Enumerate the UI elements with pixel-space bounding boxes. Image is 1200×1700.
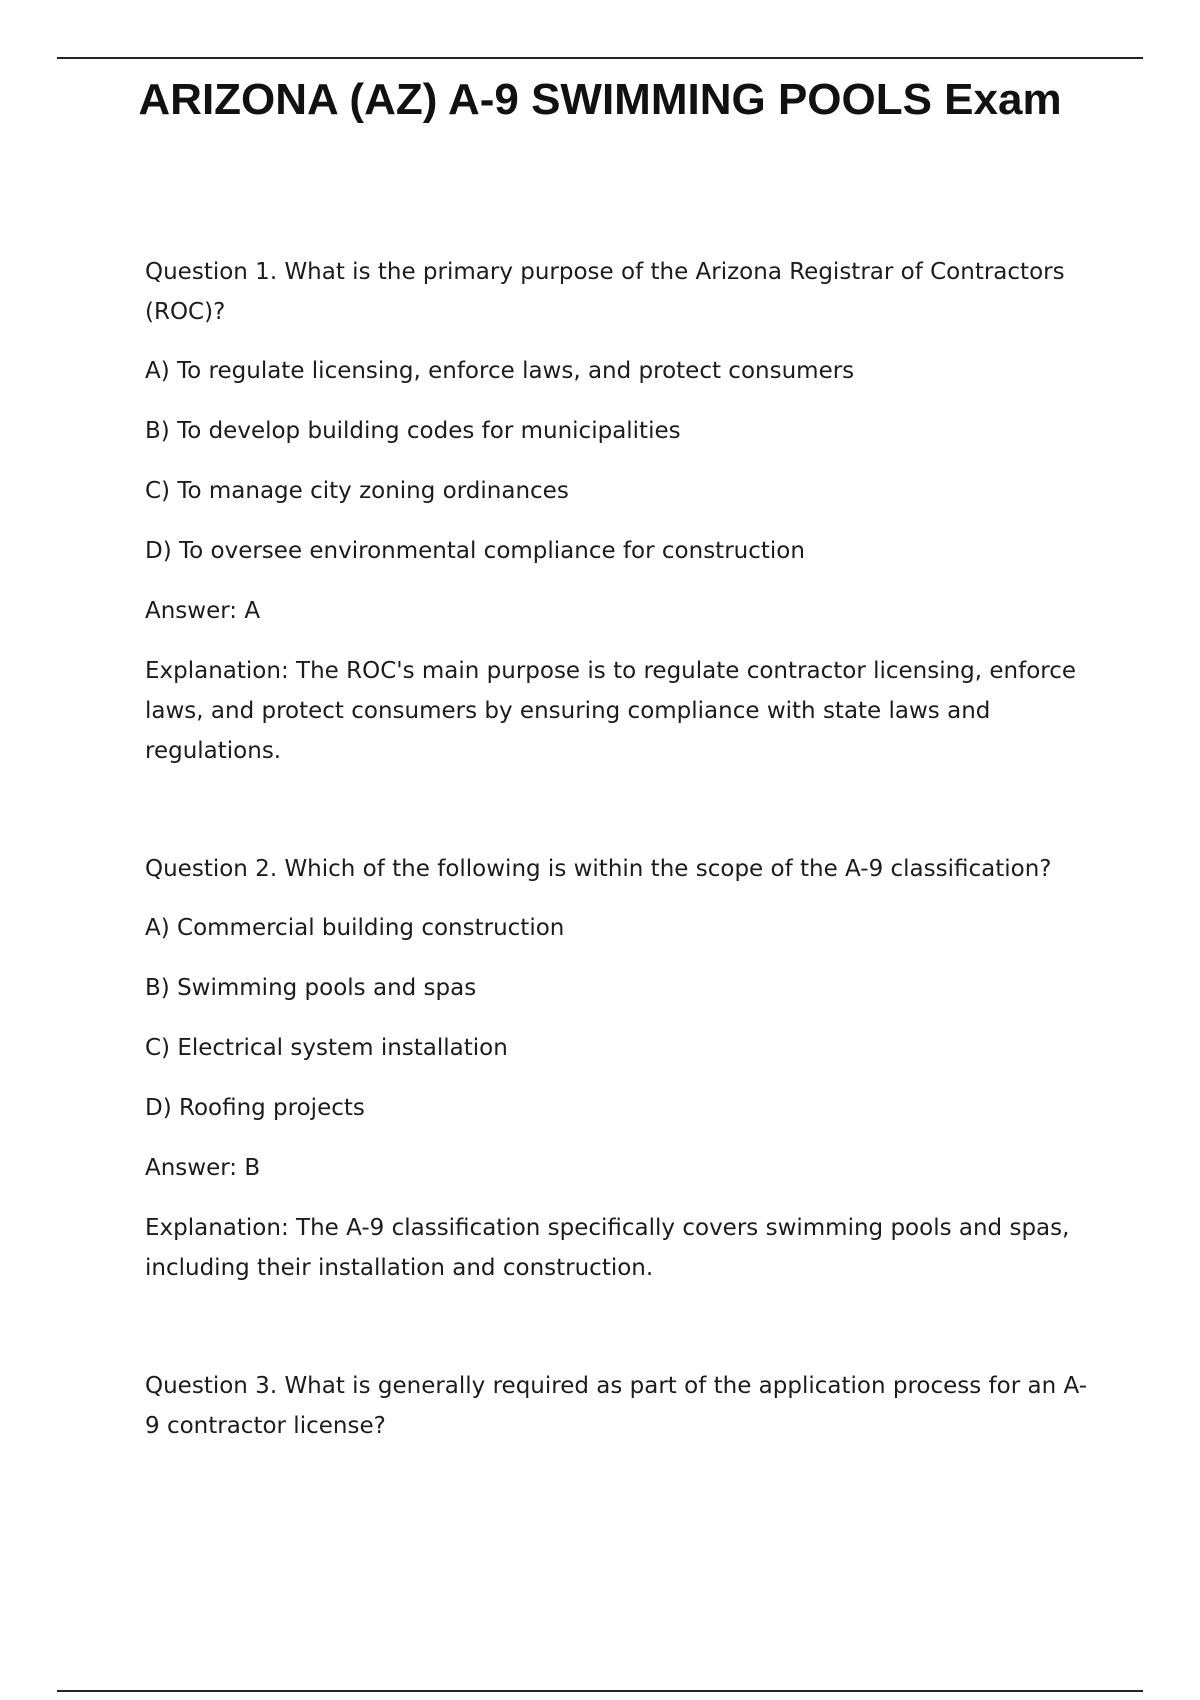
question-text: Question 2. Which of the following is within the scope of the A-9 classification? <box>145 856 1052 882</box>
answer-option-d: D) Roofing projects <box>145 1095 365 1121</box>
answer-option-a: A) Commercial building construction <box>145 915 565 941</box>
document-body <box>145 252 1090 1465</box>
answer-option-a: A) To regulate licensing, enforce laws, and protect consumers <box>145 358 855 384</box>
answer-option-b: B) To develop building codes for municipalities <box>145 418 681 444</box>
answer-option-d: D) To oversee environmental compliance for construction <box>145 538 805 564</box>
answer-option-b: B) Swimming pools and spas <box>145 975 477 1001</box>
answer-option-c: C) Electrical system installation <box>145 1035 508 1061</box>
explanation-text: Explanation: The ROC's main purpose is to regulate contractor licensing, enforce laws, and protect consumers by ensuring compliance with state laws and regulations. <box>145 658 1077 764</box>
question-block-1 <box>145 252 1090 771</box>
question-text: Question 3. What is generally required as part of the application process for an A-9 contractor license? <box>145 1373 1088 1439</box>
answer-key: Answer: A <box>145 598 261 624</box>
question-text: Question 1. What is the primary purpose of the Arizona Registrar of Contractors (ROC)? <box>145 259 1065 325</box>
answer-key: Answer: B <box>145 1155 261 1181</box>
bottom-rule <box>57 1690 1143 1692</box>
answer-option-c: C) To manage city zoning ordinances <box>145 478 569 504</box>
explanation-text: Explanation: The A-9 classification specifically covers swimming pools and spas, including their installation and construction. <box>145 1215 1070 1281</box>
page-title: ARIZONA (AZ) A-9 SWIMMING POOLS Exam <box>138 75 1062 124</box>
question-block-3 <box>145 1366 1090 1446</box>
question-block-2 <box>145 849 1090 1288</box>
top-rule <box>57 57 1143 59</box>
